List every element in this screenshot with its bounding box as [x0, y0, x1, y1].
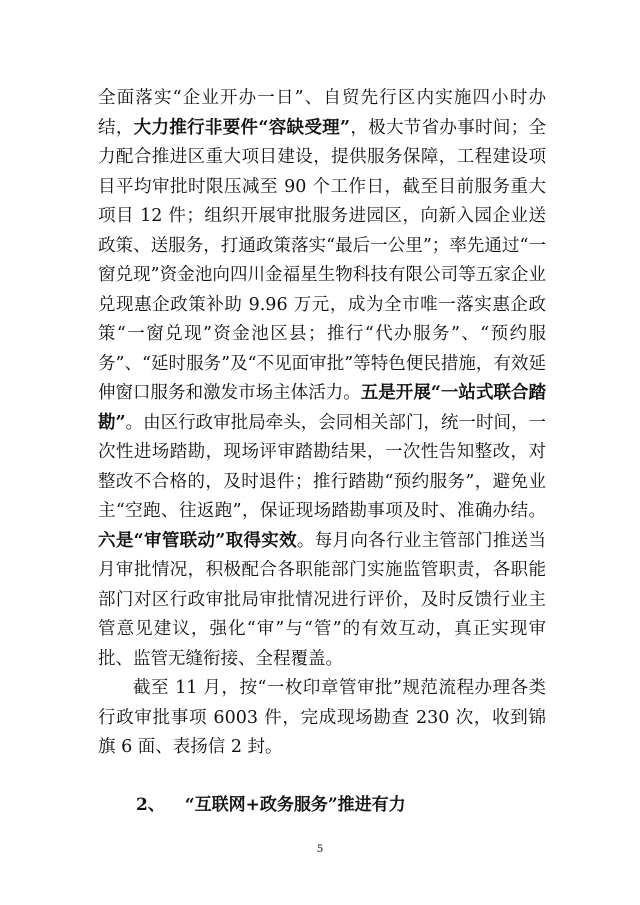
section-heading-number: 2、: [136, 795, 165, 815]
bold-lead-container-acceptance: 大力推行非要件“容缺受理”: [133, 117, 351, 138]
paragraph-2: 截至 11 月，按“一枚印章管审批”规范流程办理各类行政审批事项 6003 件，完成现场勘查 230 次，收到锦旗 6 面、表扬信 2 封。: [98, 678, 546, 757]
bold-lead-approval-supervision: 六是“审管联动”取得实效: [98, 530, 297, 551]
paragraph-1-sentence-5: 。由区行政审批局牵头，会同相关部门，统一时间，一次性进场踏勘，现场评审踏勘结果，一次性告知整改，对整改不合格的，及时退件；推行踏勘“预约服务”，避免业主“空跑、往返跑”，保证现场踏勘事项及时、准确办结。: [98, 412, 546, 521]
page-number: 5: [316, 844, 324, 855]
paragraph-1-sentence-1: 全面落实“企业开办一日”、自贸先行区内实施四小时办结，: [98, 88, 546, 138]
paragraph-1-sentence-3: ，极大节省办事时间；全力配合推进区重大项目建设，提供服务保障，工程建设项目平均审批时限压减至 90 个工作日，截至目前服务重大项目 12 件；组织开展审批服务进园区，向新入园企业送政策、送服务，打通政策落实“最后一公里”；率先通过“一窗兑现”资金池向四川金福星生物科技有限公司等五家企业兑现惠企政策补助 9.96 万元，成为全市唯一落实惠企政策“一窗兑现”资金池区县；推行“代办服务”、“预约服务”、“延时服务”及“不见面审批”等特色便民措施，有效延伸窗口服务和激发市场主体活力。: [98, 117, 547, 403]
body-text: [98, 84, 546, 763]
paragraph-1-sentence-7: 。每月向各行业主管部门推送当月审批情况，积极配合各职能部门实施监管职责，各职能部门对区行政审批局审批情况进行评价，及时反馈行业主管意见建议，强化“审”与“管”的有效互动，真正实现审批、监管无缝衔接、全程覆盖。: [98, 530, 546, 669]
section-heading-title: “互联网+政务服务”推进有力: [184, 795, 406, 815]
section-heading: [136, 790, 406, 815]
bold-lead-joint-survey: 五是开展“一站式联合踏勘”: [98, 383, 546, 433]
paragraph-1: [98, 84, 546, 674]
